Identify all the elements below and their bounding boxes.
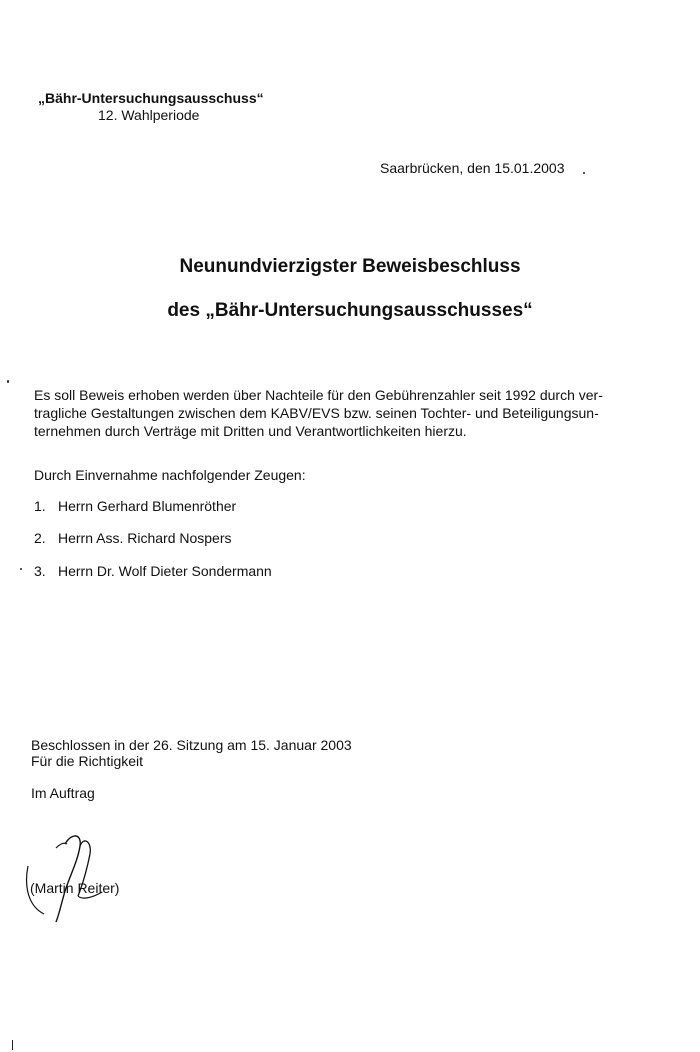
witness-number: 3. [34,563,46,579]
resolution-text [34,386,612,440]
place-date: Saarbrücken, den 15.01.2003 [380,160,565,176]
witness-number: 2. [34,530,46,546]
witness-item [34,563,272,579]
witness-name: Herrn Gerhard Blumenröther [58,498,237,514]
decision-note: Beschlossen in der 26. Sitzung am 15. Januar 2003 [31,737,352,753]
witness-item [34,530,232,546]
scan-speck [12,1040,13,1050]
signatory-name: (Martin Reiter) [30,880,120,896]
document-title: Neunundvierzigster Beweisbeschluss [179,256,521,277]
legislative-period: 12. Wahlperiode [98,107,200,123]
resolution-line: Es soll Beweis erhoben werden über Nachteile für den Gebührenzahler seit 1992 durch ver- [34,387,603,403]
scan-speck [583,172,585,174]
witness-number: 1. [34,498,46,514]
resolution-line: ternehmen durch Verträge mit Dritten und Verantwortlichkeiten hierzu. [34,423,467,439]
document-subtitle: des „Bähr-Untersuchungsausschusses“ [167,300,533,321]
scan-speck [7,380,9,383]
handwritten-signature [20,826,130,926]
witness-item [34,498,236,514]
on-behalf-note: Im Auftrag [31,785,95,801]
witness-name: Herrn Dr. Wolf Dieter Sondermann [58,563,272,579]
correctness-note: Für die Richtigkeit [31,753,144,769]
witness-intro: Durch Einvernahme nachfolgender Zeugen: [34,467,306,483]
committee-name: „Bähr-Untersuchungsausschuss“ [38,90,264,106]
scan-speck [20,568,22,570]
resolution-line: tragliche Gestaltungen zwischen dem KABV/EVS bzw. seinen Tochter- und Beteiligungsun- [34,405,599,421]
witness-name: Herrn Ass. Richard Nospers [58,530,232,546]
